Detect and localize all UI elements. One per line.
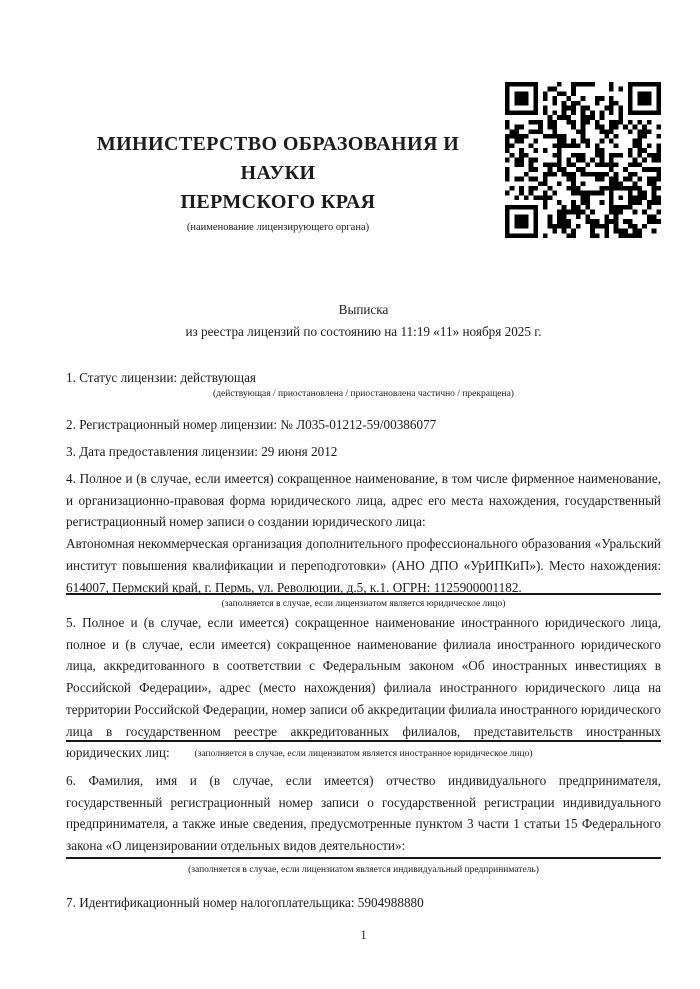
blank-field-rule	[66, 593, 661, 595]
foreign-entity-legend: 5. Полное и (в случае, если имеется) сокращенное наименование иностранного юридического лица, полное и (в случае, если имеется) сокращенное наименование филиала иностранного юридического лица, аккредитованного в соответствии с Федеральным законом «Об иностранных инвестициях в Российской Федерации», адрес (место нахождения) филиала иностранного юридического лица на территории Российской Федерации, номер записи об аккредитации филиала иностранного юридического лица в государственном реестре аккредитованных филиалов, представительств иностранных юридических лиц:	[66, 615, 661, 761]
license-status-line: 1. Статус лицензии: действующая	[66, 370, 257, 385]
legal-entity-section	[66, 468, 661, 598]
blank-field-rule	[66, 857, 661, 859]
registration-number-line: 2. Регистрационный номер лицензии: № Л035-01212-59/00386077	[66, 417, 437, 432]
license-status-caption: (действующая / приостановлена / приостановлена частично / прекращена)	[213, 389, 514, 399]
ministry-name-line1: МИНИСТЕРСТВО ОБРАЗОВАНИЯ И НАУКИ	[96, 133, 460, 184]
ministry-name-line2: ПЕРМСКОГО КРАЯ	[180, 191, 376, 213]
ministry-name-caption: (наименование лицензирующего органа)	[186, 222, 370, 233]
licensing-authority-header	[66, 130, 490, 235]
blank-field-rule	[66, 740, 661, 742]
entrepreneur-caption: (заполняется в случае, если лицензиатом является индивидуальный предприниматель)	[188, 865, 539, 875]
entrepreneur-legend: 6. Фамилия, имя и (в случае, если имеется) отчество индивидуального предпринимателя, государственный регистрационный номер записи о государственной регистрации индивидуального предпринимателя, а также иные сведения, предусмотренные пунктом 3 части 1 статьи 15 Федерального закона «О лицензировании отдельных видов деятельности»:	[66, 773, 661, 854]
document-title-line1: Выписка	[338, 302, 389, 317]
legal-entity-caption: (заполняется в случае, если лицензиатом является юридическое лицо)	[221, 599, 506, 609]
page-number: 1	[360, 928, 367, 942]
foreign-entity-caption: (заполняется в случае, если лицензиатом является иностранное юридическое лицо)	[194, 749, 533, 759]
legal-entity-value: Автономная некоммерческая организация дополнительного профессионального образования «Уральский институт повышения квалификации и переподготовки» (АНО ДПО «УрИПКиП»). Место нахождения: 614007, Пермский край, г. Пермь, ул. Революции, д.5, к.1. ОГРН: 1125900001182.	[66, 536, 661, 595]
entrepreneur-section	[66, 770, 661, 857]
document-title	[66, 299, 661, 342]
qr-code-icon	[505, 82, 661, 238]
license-grant-date-line: 3. Дата предоставления лицензии: 29 июня 2012	[66, 444, 338, 459]
document-title-line2: из реестра лицензий по состоянию на 11:19 «11» ноября 2025 г.	[185, 323, 542, 339]
taxpayer-number-line: 7. Идентификационный номер налогоплательщика: 5904988880	[66, 895, 424, 910]
legal-entity-legend: 4. Полное и (в случае, если имеется) сокращенное наименование, в том числе фирменное наименование, и организационно-правовая форма юридического лица, адрес его места нахождения, государственный регистрационный номер записи о создании юридического лица:	[66, 471, 661, 530]
